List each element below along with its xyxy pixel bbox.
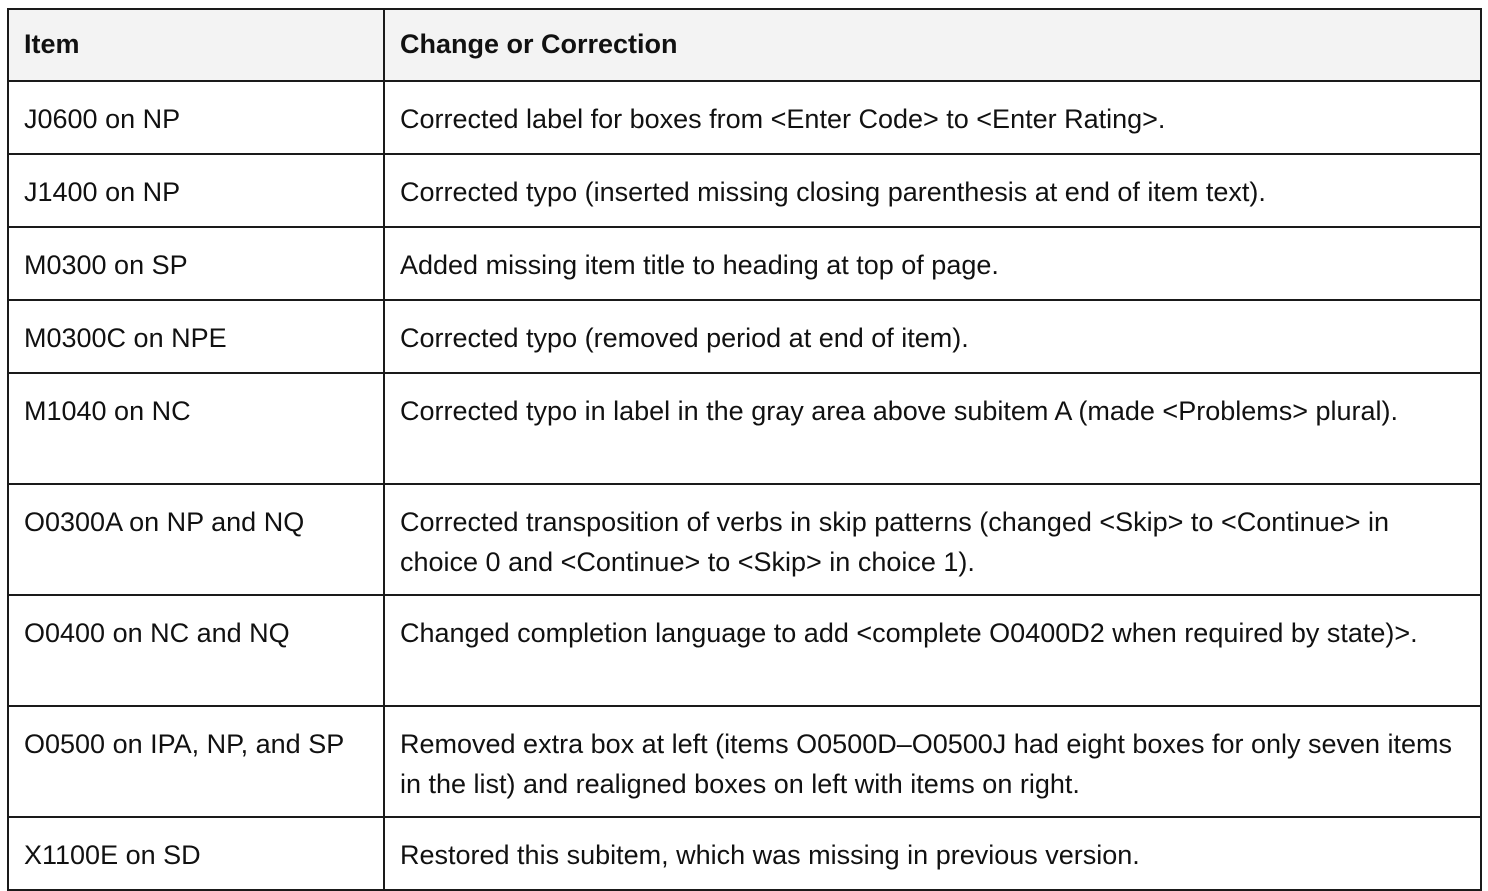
change-cell: Removed extra box at left (items O0500D–O0500J had eight boxes for only seven items in the list) and realigned boxes on left with items on right. <box>384 706 1481 817</box>
table-row <box>8 373 1481 484</box>
table-row <box>8 484 1481 595</box>
item-cell: M1040 on NC <box>8 373 384 484</box>
table-header-row <box>8 9 1481 81</box>
item-cell: M0300C on NPE <box>8 300 384 373</box>
column-header-item: Item <box>8 9 384 81</box>
item-cell: M0300 on SP <box>8 227 384 300</box>
table-row <box>8 817 1481 890</box>
change-cell: Added missing item title to heading at top of page. <box>384 227 1481 300</box>
item-cell: O0500 on IPA, NP, and SP <box>8 706 384 817</box>
change-cell: Restored this subitem, which was missing in previous version. <box>384 817 1481 890</box>
item-cell: X1100E on SD <box>8 817 384 890</box>
item-cell: O0300A on NP and NQ <box>8 484 384 595</box>
column-header-change: Change or Correction <box>384 9 1481 81</box>
change-cell: Corrected typo (inserted missing closing parenthesis at end of item text). <box>384 154 1481 227</box>
change-cell: Corrected transposition of verbs in skip patterns (changed <Skip> to <Continue> in choice 0 and <Continue> to <Skip> in choice 1). <box>384 484 1481 595</box>
change-cell: Corrected typo in label in the gray area above subitem A (made <Problems> plural). <box>384 373 1481 484</box>
changes-table <box>7 8 1482 891</box>
change-cell: Corrected label for boxes from <Enter Code> to <Enter Rating>. <box>384 81 1481 154</box>
table-row <box>8 595 1481 706</box>
item-cell: O0400 on NC and NQ <box>8 595 384 706</box>
table-row <box>8 227 1481 300</box>
change-cell: Changed completion language to add <complete O0400D2 when required by state)>. <box>384 595 1481 706</box>
item-cell: J1400 on NP <box>8 154 384 227</box>
table-row <box>8 300 1481 373</box>
table-row <box>8 706 1481 817</box>
change-cell: Corrected typo (removed period at end of item). <box>384 300 1481 373</box>
item-cell: J0600 on NP <box>8 81 384 154</box>
table-row <box>8 81 1481 154</box>
table-row <box>8 154 1481 227</box>
